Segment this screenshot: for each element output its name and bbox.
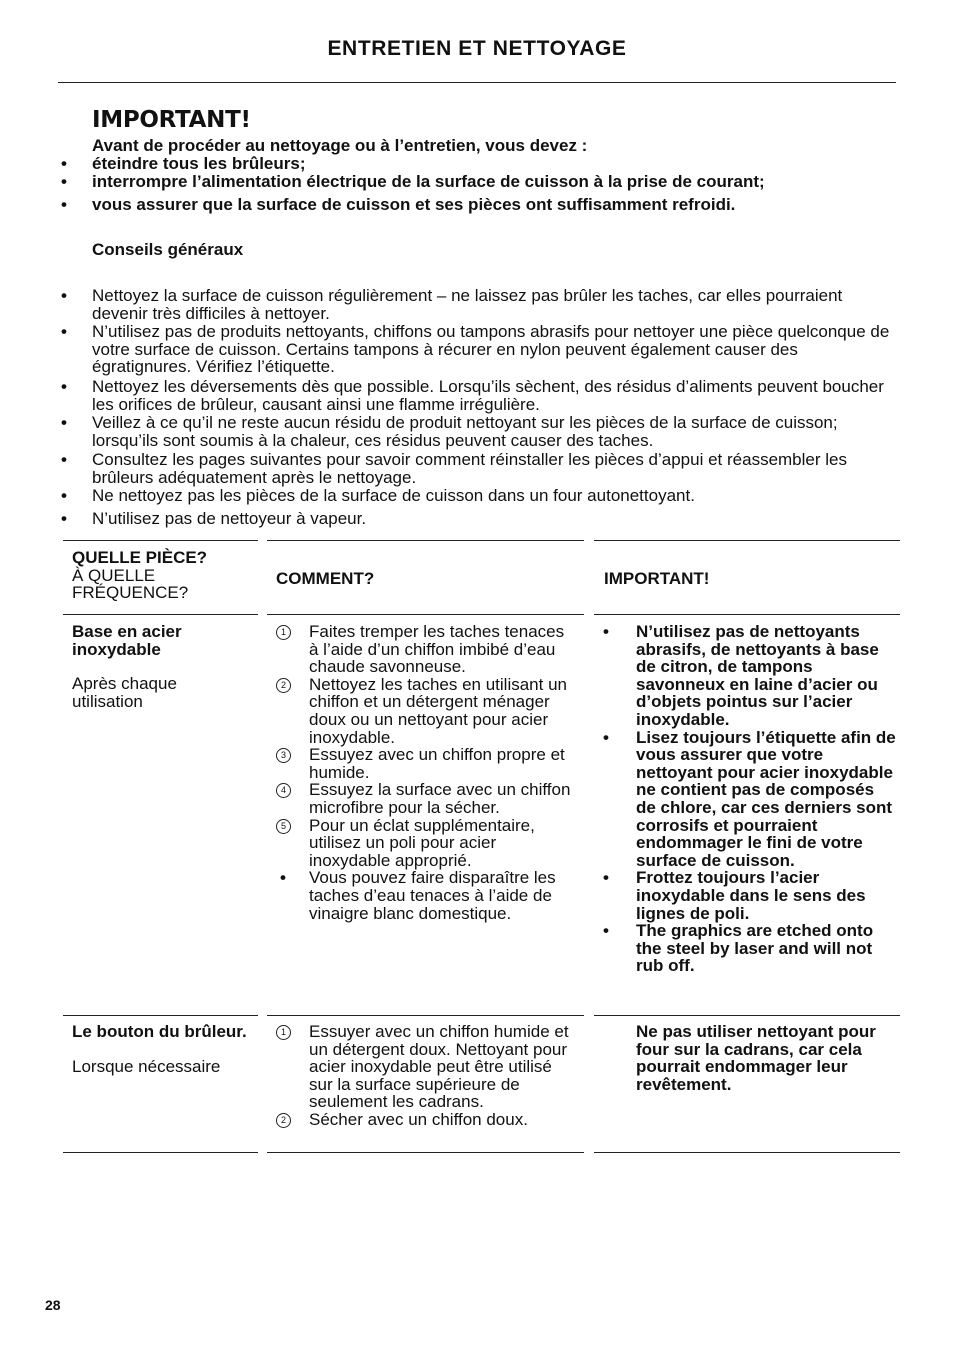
- table-rule: [63, 1152, 258, 1153]
- part-frequency: Lorsque nécessaire: [72, 1056, 221, 1076]
- list-item: • Nettoyez la surface de cuisson régulièrement – ne laissez pas brûler les taches, car elles pourraient devenir très difficiles à nettoyer.: [92, 287, 892, 322]
- table-row: [72, 1023, 252, 1075]
- step-item: 2 Sécher avec un chiffon doux.: [276, 1111, 576, 1129]
- header-how: COMMENT?: [276, 569, 375, 588]
- table-rule: [63, 1015, 258, 1016]
- header-important: IMPORTANT!: [604, 569, 710, 588]
- bullet-icon: •: [603, 622, 609, 641]
- part-name: Le bouton du brûleur.: [72, 1022, 247, 1041]
- bullet-icon: •: [603, 868, 609, 888]
- table-rule: [63, 540, 258, 541]
- bullet-icon: •: [61, 509, 67, 528]
- bullet-icon: •: [61, 413, 67, 432]
- header-part-label: QUELLE PIÈCE?: [72, 548, 208, 567]
- step-item: 2 Nettoyez les taches en utilisant un chiffon et un détergent ménager doux ou un nettoyant pour acier inoxydable.: [276, 676, 576, 746]
- table-rule: [594, 540, 900, 541]
- bullet-icon: •: [61, 450, 67, 469]
- step-number-icon: 5: [276, 819, 291, 834]
- important-intro: Avant de procéder au nettoyage ou à l’entretien, vous devez :: [92, 136, 588, 155]
- step-item: 4 Essuyez la surface avec un chiffon microfibre pour la sécher.: [276, 781, 576, 816]
- list-item: • Veillez à ce qu’il ne reste aucun résidu de produit nettoyant sur les pièces de la surface de cuisson; lorsqu’ils sont soumis à la chaleur, ces résidus peuvent causer des taches.: [92, 414, 892, 449]
- step-number-icon: 4: [276, 783, 291, 798]
- list-item: • interrompre l’alimentation électrique de la surface de cuisson à la prise de courant;: [92, 173, 912, 191]
- bullet-icon: •: [61, 154, 67, 173]
- header-frequency-label: À QUELLE FRÉQUENCE?: [72, 565, 189, 603]
- table-rule: [594, 1015, 900, 1016]
- step-item: 5 Pour un éclat supplémentaire, utilisez un poli pour acier inoxydable approprié.: [276, 817, 576, 870]
- table-rule: [267, 614, 584, 615]
- step-item: 3 Essuyez avec un chiffon propre et humide.: [276, 746, 576, 781]
- list-item: • Lisez toujours l’étiquette afin de vous assurer que votre nettoyant pour acier inoxydable ne contient pas de composés de chlore, car ces derniers sont corrosifs et pourraient endommager le fini de votre surface de cuisson.: [603, 727, 896, 870]
- table-rule: [267, 540, 584, 541]
- bullet-icon: •: [61, 322, 67, 341]
- step-number-icon: 3: [276, 748, 291, 763]
- table-rule: [267, 1015, 584, 1016]
- part-name: Base en acier inoxydable: [72, 622, 182, 659]
- bullet-icon: •: [61, 377, 67, 396]
- table-rule: [63, 614, 258, 615]
- list-item: • vous assurer que la surface de cuisson et ses pièces ont suffisamment refroidi.: [92, 196, 912, 214]
- bullet-icon: •: [280, 868, 286, 888]
- bullet-icon: •: [61, 286, 67, 305]
- list-item: • N’utilisez pas de produits nettoyants, chiffons ou tampons abrasifs pour nettoyer une pièce quelconque de votre surface de cuisson. Certains tampons à récurer en nylon peuvent également causer des égratignures. Vérifiez l’étiquette.: [92, 323, 892, 376]
- list-item: • Consultez les pages suivantes pour savoir comment réinstaller les pièces d’appui et réassembler les brûleurs adéquatement après le nettoyage.: [92, 451, 892, 486]
- list-item: • N’utilisez pas de nettoyants abrasifs, de nettoyants à base de citron, de tampons savonneux en laine d’acier ou d’objets pointus sur l’acier inoxydable.: [603, 622, 879, 729]
- table-rule: [594, 614, 900, 615]
- step-item: 1 Essuyer avec un chiffon humide et un détergent doux. Nettoyant pour acier inoxydable peut être utilisé sur la surface supérieure de seulement les cadrans.: [276, 1023, 576, 1111]
- table-rule: [267, 1152, 584, 1153]
- important-notes: [595, 623, 897, 975]
- how-steps: [276, 623, 576, 922]
- header-divider: [58, 82, 896, 83]
- bullet-icon: •: [61, 486, 67, 505]
- page-number: 28: [45, 1297, 61, 1313]
- part-frequency: Après chaque utilisation: [72, 674, 177, 711]
- list-item: • Frottez toujours l’acier inoxydable dans le sens des lignes de poli.: [603, 868, 866, 923]
- bullet-icon: •: [603, 727, 609, 747]
- step-number-icon: 2: [276, 1113, 291, 1128]
- bullet-icon: •: [603, 921, 609, 941]
- step-item: • Vous pouvez faire disparaître les taches d’eau tenaces à l’aide de vinaigre blanc domestique.: [280, 868, 556, 923]
- step-item: 1 Faites tremper les taches tenaces à l’aide d’un chiffon imbibé d’eau chaude savonneuse.: [276, 623, 576, 676]
- bullet-icon: •: [61, 195, 67, 214]
- important-heading: IMPORTANT!: [92, 107, 251, 133]
- step-number-icon: 1: [276, 625, 291, 640]
- how-steps: [276, 1023, 576, 1129]
- list-item: • Nettoyez les déversements dès que possible. Lorsqu’ils sèchent, des résidus d’aliments peuvent boucher les orifices de brûleur, causant ainsi une flamme irrégulière.: [92, 378, 892, 413]
- list-item: • The graphics are etched onto the steel by laser and will not rub off.: [603, 921, 874, 976]
- bullet-icon: •: [61, 172, 67, 191]
- general-tips-heading: Conseils généraux: [92, 240, 244, 259]
- table-rule: [594, 1152, 900, 1153]
- list-item: • éteindre tous les brûleurs;: [92, 155, 912, 173]
- list-item: • Ne nettoyez pas les pièces de la surface de cuisson dans un four autonettoyant.: [92, 487, 892, 505]
- important-note: Ne pas utiliser nettoyant pour four sur la cadrans, car cela pourrait endommager leur revêtement.: [636, 1022, 876, 1094]
- section-title: ENTRETIEN ET NETTOYAGE: [327, 37, 627, 60]
- step-number-icon: 1: [276, 1025, 291, 1040]
- step-number-icon: 2: [276, 678, 291, 693]
- table-row: [72, 623, 237, 710]
- header-part: [72, 549, 252, 602]
- list-item: • N’utilisez pas de nettoyeur à vapeur.: [92, 510, 892, 528]
